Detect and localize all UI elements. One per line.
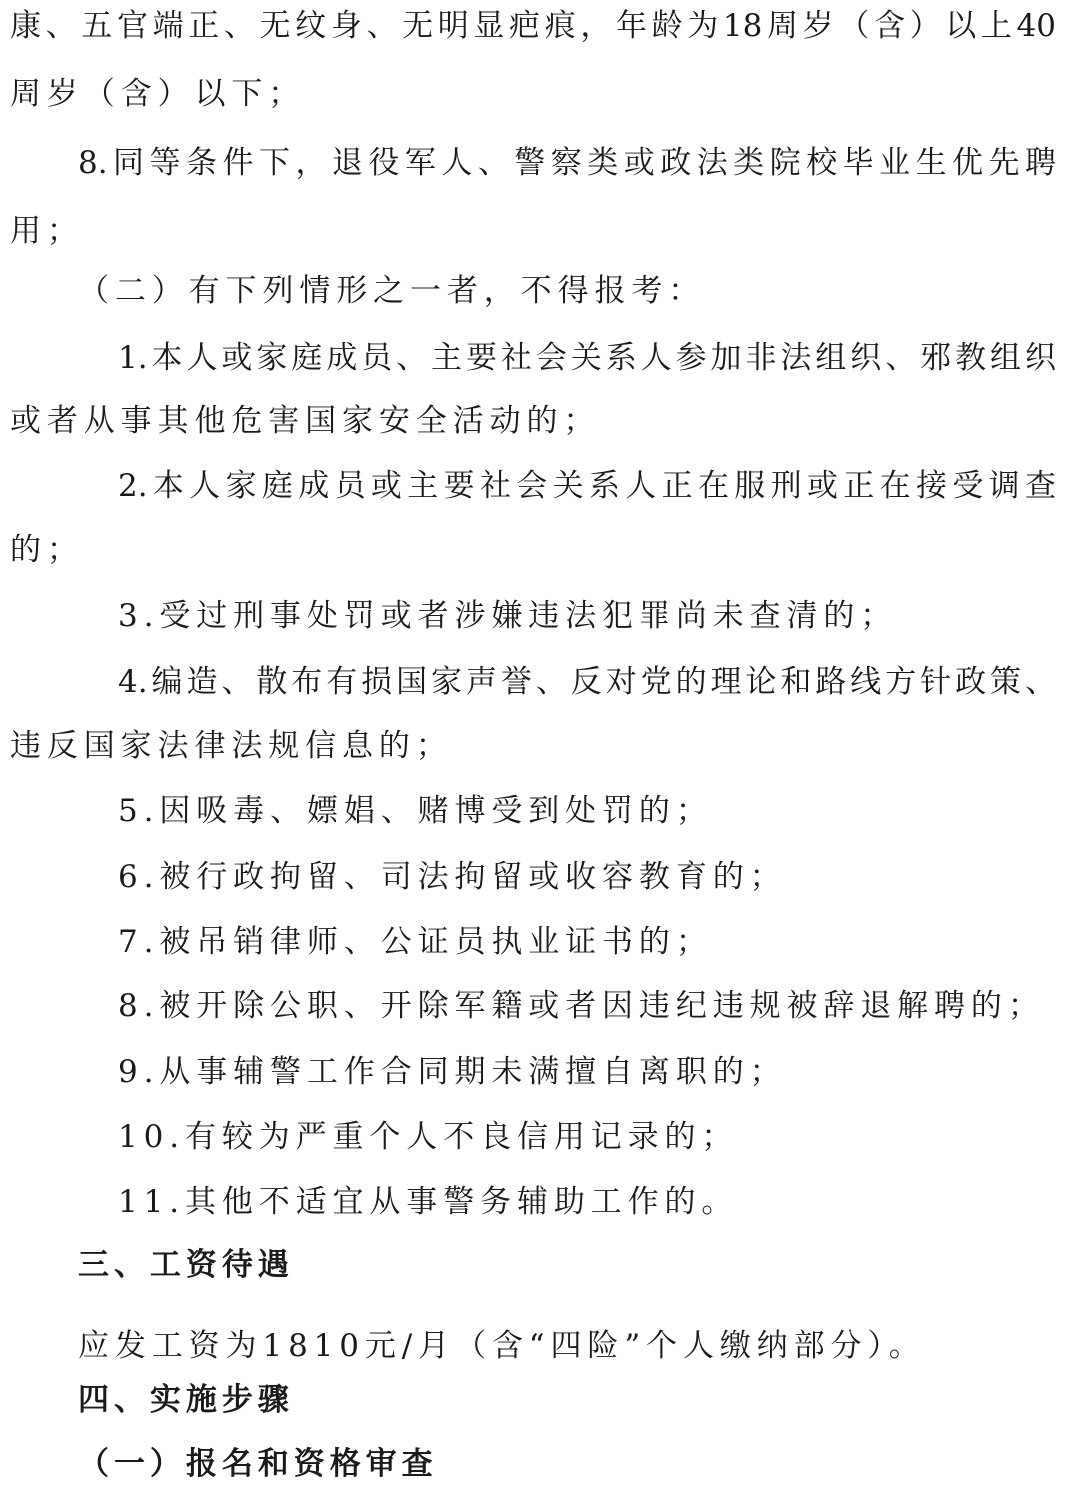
text-line-1: 康、五官端正、无纹身、无明显疤痕，年龄为18周岁（含）以上40 [10, 8, 1056, 44]
text-line-18: 10.有较为严重个人不良信用记录的； [118, 1119, 739, 1155]
text-line-16: 8.被开除公职、开除军籍或者因违纪违规被辞退解聘的； [118, 988, 1045, 1024]
section-heading-salary: 三、工资待遇 [78, 1247, 294, 1283]
text-line-8: 2.本人家庭成员或主要社会关系人正在服刑或正在接受调查 [118, 468, 1056, 504]
text-line-2: 周岁（含）以下； [10, 76, 306, 112]
text-line-7: 或者从事其他危害国家安全活动的； [10, 403, 601, 439]
text-line-13: 5.因吸毒、嫖娼、赌博受到处罚的； [118, 793, 713, 829]
text-line-15: 7.被吊销律师、公证员执业证书的； [118, 924, 713, 960]
text-line-14: 6.被行政拘留、司法拘留或收容教育的； [118, 859, 787, 895]
salary-text: 应发工资为1810元/月（含“四险”个人缴纳部分）。 [78, 1328, 926, 1364]
text-line-12: 违反国家法律法规信息的； [10, 728, 453, 764]
text-line-6: 1.本人或家庭成员、主要社会关系人参加非法组织、邪教组织 [118, 340, 1056, 376]
text-line-3: 8.同等条件下，退役军人、警察类或政法类院校毕业生优先聘 [78, 145, 1056, 181]
subheading-registration: （一）报名和资格审查 [78, 1446, 438, 1482]
text-line-9: 的； [10, 532, 84, 568]
text-line-11: 4.编造、散布有损国家声誉、反对党的理论和路线方针政策、 [118, 664, 1056, 700]
text-line-4: 用； [10, 213, 84, 249]
text-line-10: 3.受过刑事处罚或者涉嫌违法犯罪尚未查清的； [118, 598, 898, 634]
section-subheading-two: （二）有下列情形之一者，不得报考： [78, 273, 706, 309]
section-heading-steps: 四、实施步骤 [78, 1382, 294, 1418]
text-line-19: 11.其他不适宜从事警务辅助工作的。 [118, 1184, 739, 1220]
text-line-17: 9.从事辅警工作合同期未满擅自离职的； [118, 1054, 787, 1090]
